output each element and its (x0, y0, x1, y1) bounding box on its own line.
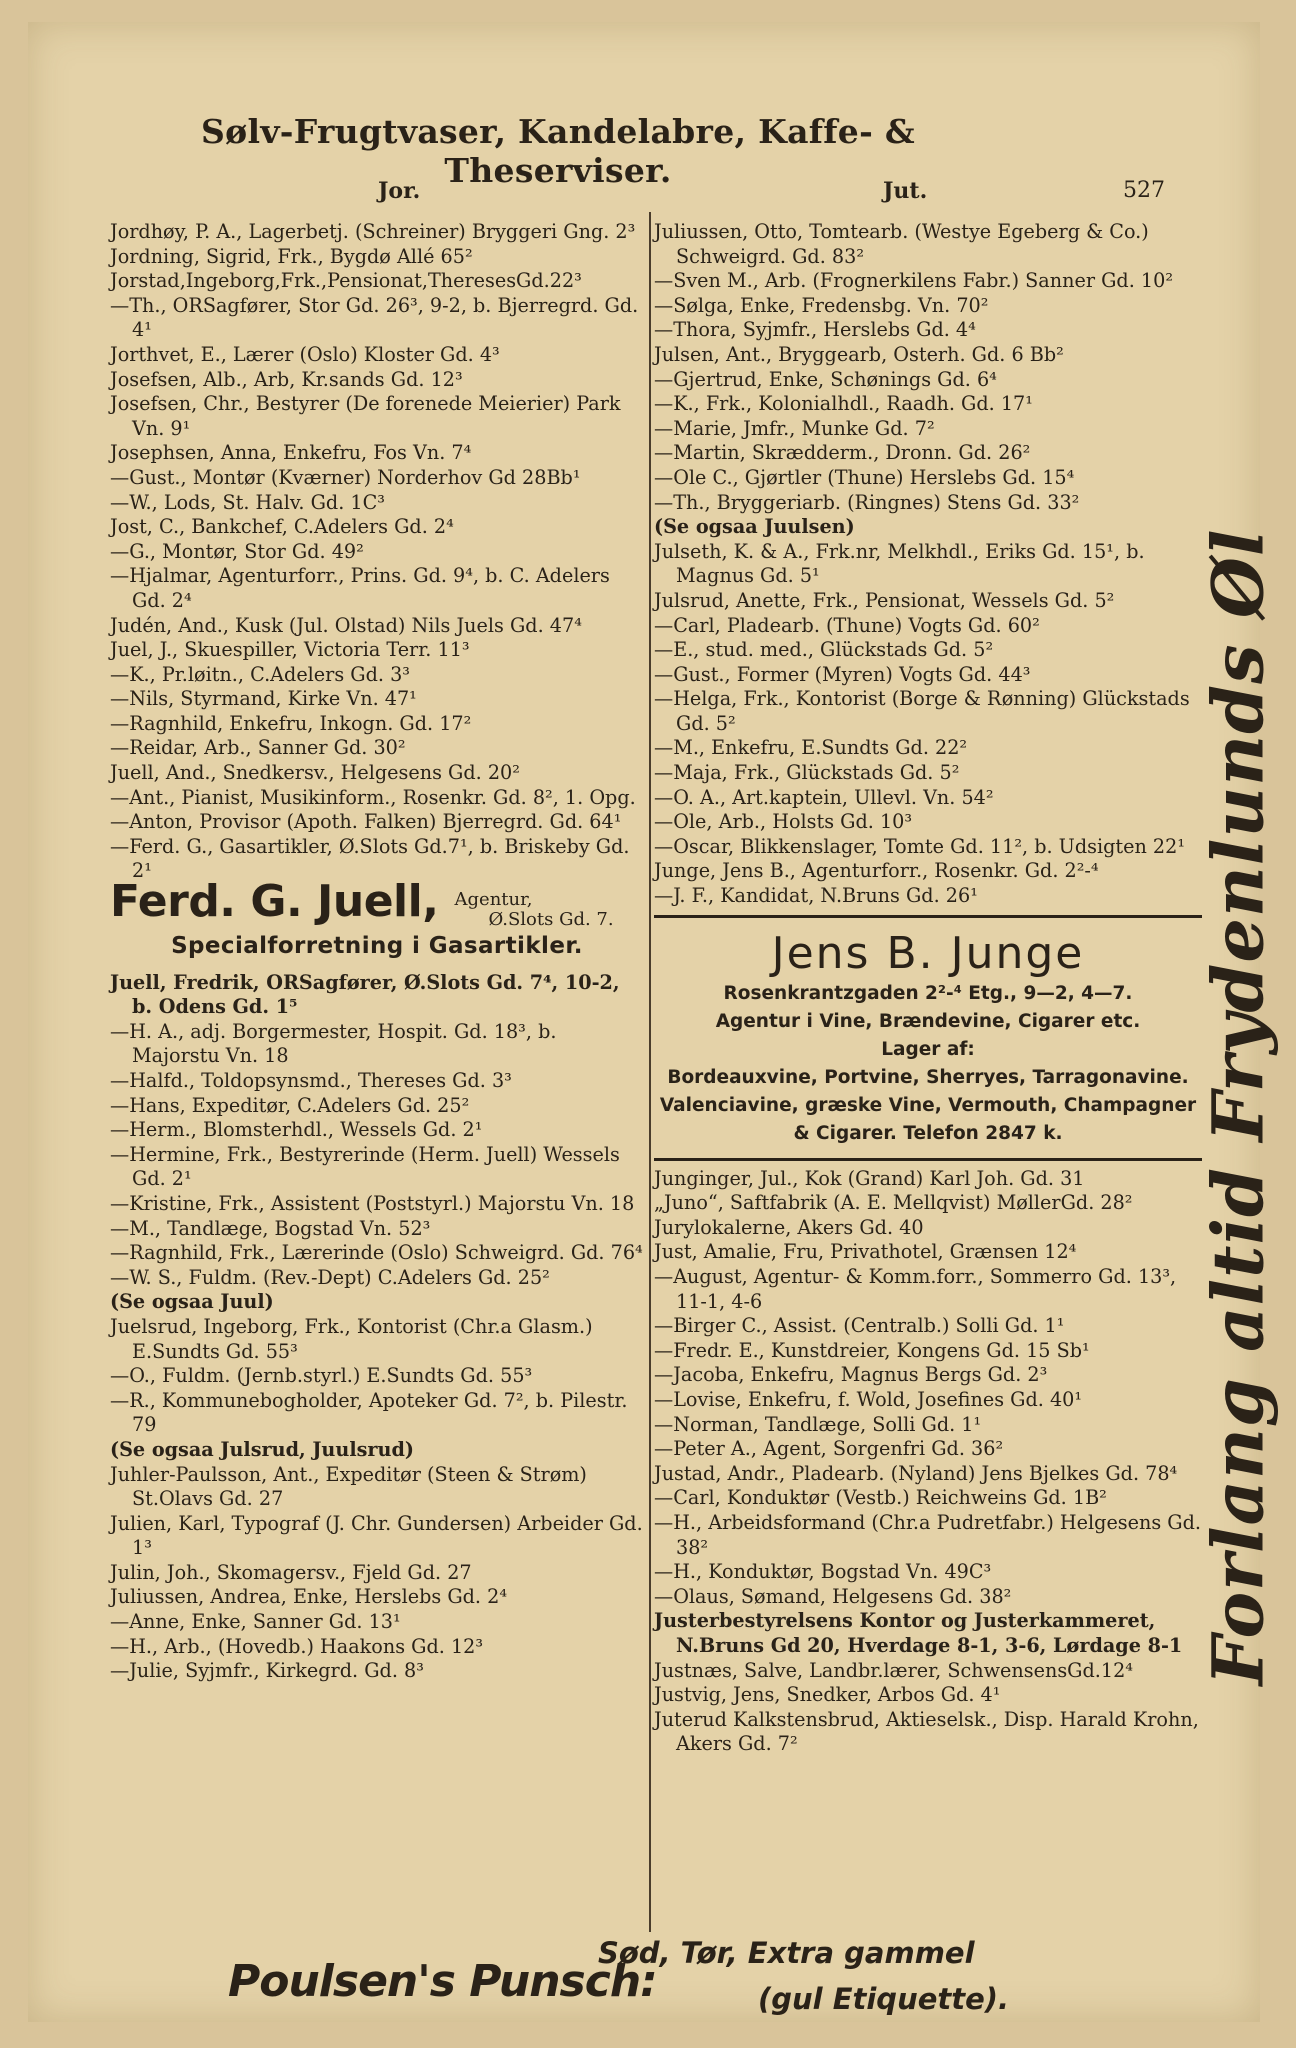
footer-advertisement (228, 1934, 1128, 2034)
directory-entry: —August, Agentur- & Komm.forr., Sommerro Gd. 13³, 11-1, 4-6 (654, 1265, 1177, 1313)
directory-entry: —Hermine, Frk., Bestyrerinde (Herm. Juell) Wessels Gd. 2¹ (110, 1142, 620, 1191)
directory-entry: —Oscar, Blikkenslager, Tomte Gd. 11², b. Udsigten 22¹ (654, 834, 1186, 858)
directory-entry: Juelsrud, Ingeborg, Frk., Kontorist (Chr.a Glasm.) E.Sundts Gd. 55³ (110, 1314, 593, 1363)
directory-entry: —Anton, Provisor (Apoth. Falken) Bjerregrd. Gd. 64¹ (110, 810, 622, 834)
column-divider (649, 212, 651, 1932)
ad-rule-bottom (654, 1158, 1202, 1161)
directory-entry: —Hjalmar, Agenturforr., Prins. Gd. 9⁴, b. C. Adelers Gd. 2⁴ (110, 564, 610, 612)
directory-entry: Judén, And., Kusk (Jul. Olstad) Nils Juels Gd. 47⁴ (110, 613, 582, 637)
directory-entry: „Juno“, Saftfabrik (A. E. Mellqvist) MøllerGd. 28² (654, 1191, 1133, 1215)
directory-entry: Juell, And., Snedkersv., Helgesens Gd. 20² (110, 761, 520, 785)
directory-entry: —W. S., Fuldm. (Rev.-Dept) C.Adelers Gd. 25² (110, 1265, 550, 1289)
directory-entry: —Gust., Montør (Kværner) Norderhov Gd 28Bb¹ (110, 465, 581, 489)
directory-entry: Jordning, Sigrid, Frk., Bygdø Allé 65² (110, 244, 473, 268)
directory-entry: Justnæs, Salve, Landbr.lærer, SchwensensGd.12⁴ (654, 1658, 1133, 1682)
directory-entry: —G., Montør, Stor Gd. 49² (110, 539, 364, 563)
ad-ferd-g-juell (110, 876, 644, 960)
directory-entry: Josefsen, Chr., Bestyrer (De forenede Meierier) Park Vn. 9¹ (110, 392, 621, 440)
directory-entry: —J. F., Kandidat, N.Bruns Gd. 26¹ (654, 884, 978, 908)
ad-juell-side (455, 890, 614, 930)
ad-junge-line3: Lager af: (881, 1038, 975, 1060)
directory-entry: Jurylokalerne, Akers Gd. 40 (654, 1215, 924, 1239)
ad-junge-line4: Bordeauxvine, Portvine, Sherryes, Tarragonavine. (667, 1066, 1189, 1088)
footer-tagline-1: Sød, Tør, Extra gammel (598, 1936, 975, 1970)
vertical-ad-text: Forlang altid Frydenlunds Øl (1196, 528, 1280, 1686)
directory-entry: Juliussen, Otto, Tomtearb. (Westye Egeberg & Co.) Schweigrd. Gd. 83² (654, 220, 1149, 268)
directory-entry: —H., Arbeidsformand (Chr.a Pudretfabr.) Helgesens Gd. 38² (654, 1510, 1202, 1559)
directory-entry: —K., Frk., Kolonialhdl., Raadh. Gd. 17¹ (654, 392, 1033, 416)
directory-entry: —Lovise, Enkefru, f. Wold, Josefines Gd. 40¹ (654, 1387, 1083, 1411)
directory-entry: —Jacoba, Enkefru, Magnus Bergs Gd. 2³ (654, 1363, 1048, 1387)
directory-entry: Julin, Joh., Skomagersv., Fjeld Gd. 27 (110, 1560, 472, 1584)
directory-entry: —Thora, Syjmfr., Herslebs Gd. 4⁴ (654, 318, 976, 342)
directory-entry: —W., Lods, St. Halv. Gd. 1C³ (110, 490, 385, 514)
directory-entry: Josephsen, Anna, Enkefru, Fos Vn. 7⁴ (110, 441, 472, 465)
directory-entry: Josefsen, Alb., Arb, Kr.sands Gd. 12³ (110, 367, 463, 391)
guide-word-right: Jut. (883, 178, 928, 204)
directory-entry: —Olaus, Sømand, Helgesens Gd. 38² (654, 1584, 1012, 1608)
ad-juell-name: Ferd. G. Juell, (110, 876, 439, 928)
directory-entry: —Marie, Jmfr., Munke Gd. 7² (654, 416, 935, 440)
left-entries-top (110, 220, 644, 884)
header-advertisement: Sølv-Frugtvaser, Kandelabre, Kaffe- & Theserviser. (201, 112, 915, 190)
directory-entry: —M., Tandlæge, Bogstad Vn. 52³ (110, 1216, 431, 1240)
directory-entry: —O. A., Art.kaptein, Ullevl. Vn. 54² (654, 785, 994, 809)
directory-entry: —H. A., adj. Borgermester, Hospit. Gd. 18³, b. Majorstu Vn. 18 (110, 1019, 557, 1068)
directory-entry: —Th., ORSagfører, Stor Gd. 26³, 9-2, b. Bjerregrd. Gd. 4¹ (110, 293, 639, 342)
directory-entry: —O., Fuldm. (Jernb.styrl.) E.Sundts Gd. 55³ (110, 1364, 533, 1388)
ad-junge-line2: Agentur i Vine, Brændevine, Cigarer etc. (715, 1010, 1141, 1032)
ad-juell-agentur: Agentur, (454, 889, 533, 911)
ad-juell-address: Ø.Slots Gd. 7. (488, 909, 614, 931)
page-number: 527 (1123, 178, 1165, 203)
directory-entry: Juhler-Paulsson, Ant., Expeditør (Steen & Strøm) St.Olavs Gd. 27 (110, 1462, 587, 1511)
directory-entry: —Sølga, Enke, Fredensbg. Vn. 70² (654, 293, 989, 317)
directory-entry: —M., Enkefru, E.Sundts Gd. 22² (654, 736, 968, 760)
directory-entry: —Ragnhild, Frk., Lærerinde (Oslo) Schweigrd. Gd. 76⁴ (110, 1241, 643, 1265)
directory-entry: —Nils, Styrmand, Kirke Vn. 47¹ (110, 687, 417, 711)
directory-entry: —Ole, Arb., Holsts Gd. 10³ (654, 810, 913, 834)
directory-entry: —Peter A., Agent, Sorgenfri Gd. 36² (654, 1437, 1004, 1461)
directory-entry: Julsrud, Anette, Frk., Pensionat, Wessels Gd. 5² (654, 588, 1115, 612)
directory-entry: Juterud Kalkstensbrud, Aktieselsk., Disp. Harald Krohn, Akers Gd. 7² (654, 1707, 1199, 1756)
directory-entry: —Th., Bryggeriarb. (Ringnes) Stens Gd. 33² (654, 490, 1080, 514)
directory-entry: —R., Kommunebogholder, Apoteker Gd. 7², b. Pilestr. 79 (110, 1388, 628, 1437)
directory-entry: —Halfd., Toldopsynsmd., Thereses Gd. 3³ (110, 1069, 512, 1092)
directory-entry: Justerbestyrelsens Kontor og Justerkammeret, N.Bruns Gd 20, Hverdage 8-1, 3-6, Lørdage 8-1 (654, 1609, 1183, 1657)
directory-entry: —Reidar, Arb., Sanner Gd. 30² (110, 736, 406, 760)
directory-entry: Julseth, K. & A., Frk.nr, Melkhdl., Eriks Gd. 15¹, b. Magnus Gd. 5¹ (654, 539, 1145, 588)
directory-entry: Juliussen, Andrea, Enke, Herslebs Gd. 2⁴ (110, 1585, 508, 1609)
directory-entry: Juell, Fredrik, ORSagfører, Ø.Slots Gd. 7⁴, 10-2, b. Odens Gd. 1⁵ (110, 970, 620, 1019)
directory-entry: —E., stud. med., Glückstads Gd. 5² (654, 638, 994, 662)
directory-entry: —Norman, Tandlæge, Solli Gd. 1¹ (654, 1412, 982, 1436)
directory-entry: —Kristine, Frk., Assistent (Poststyrl.) Majorstu Vn. 18 (110, 1191, 635, 1215)
directory-entry: —Sven M., Arb. (Frognerkilens Fabr.) Sanner Gd. 10² (654, 269, 1174, 293)
directory-entry: —Julie, Syjmfr., Kirkegrd. Gd. 8³ (110, 1659, 424, 1683)
ad-junge-name: Jens B. Junge (771, 927, 1085, 979)
footer-tagline-2: (gul Etiquette). (758, 1982, 1010, 2016)
directory-entry: —K., Pr.løitn., C.Adelers Gd. 3³ (110, 662, 410, 686)
directory-entry: Jordhøy, P. A., Lagerbetj. (Schreiner) Bryggeri Gng. 2³ (110, 220, 636, 243)
directory-entry: —H., Konduktør, Bogstad Vn. 49C³ (654, 1560, 992, 1584)
right-column (654, 220, 1202, 1757)
directory-entry: (Se ogsaa Juulsen) (654, 515, 855, 539)
footer-brand: Poulsen's Punsch: (228, 1956, 657, 2007)
directory-entry: Justvig, Jens, Snedker, Arbos Gd. 4¹ (654, 1683, 1001, 1707)
directory-entry: —Birger C., Assist. (Centralb.) Solli Gd. 1¹ (654, 1314, 1065, 1338)
directory-entry: —Fredr. E., Kunstdreier, Kongens Gd. 15 Sb¹ (654, 1338, 1090, 1362)
directory-entry: Julien, Karl, Typograf (J. Chr. Gundersen) Arbeider Gd. 1³ (110, 1511, 643, 1560)
right-entries-bottom (654, 1167, 1202, 1757)
directory-entry: Junge, Jens B., Agenturforr., Rosenkr. Gd. 2²-⁴ (654, 859, 1099, 883)
directory-entry: —Ferd. G., Gasartikler, Ø.Slots Gd.7¹, b. Briskeby Gd. 2¹ (110, 834, 630, 883)
directory-entry: Justad, Andr., Pladearb. (Nyland) Jens Bjelkes Gd. 78⁴ (654, 1461, 1178, 1485)
directory-entry: —Ant., Pianist, Musikinform., Rosenkr. Gd. 8², 1. Opg. (110, 785, 636, 809)
directory-entry: Jorstad,Ingeborg,Frk.,Pensionat,TheresesGd.22³ (110, 269, 582, 293)
ad-rule-top (654, 915, 1202, 918)
directory-entry: —Hans, Expeditør, C.Adelers Gd. 25² (110, 1093, 470, 1117)
directory-entry: —Anne, Enke, Sanner Gd. 13¹ (110, 1610, 401, 1634)
left-entries-bottom (110, 971, 644, 1684)
left-column (110, 220, 644, 1684)
ad-junge-line5: Valenciavine, græske Vine, Vermouth, Champagner & Cigarer. Telefon 2847 k. (659, 1094, 1197, 1144)
right-entries-top (654, 220, 1202, 909)
guide-word-left: Jor. (378, 178, 421, 204)
directory-entry: —Ragnhild, Enkefru, Inkogn. Gd. 17² (110, 711, 472, 735)
directory-entry: —H., Arb., (Hovedb.) Haakons Gd. 12³ (110, 1634, 484, 1658)
directory-entry: Jost, C., Bankchef, C.Adelers Gd. 2⁴ (110, 515, 454, 539)
ad-jens-b-junge (654, 928, 1202, 1148)
ad-junge-line1: Rosenkrantzgaden 2²-⁴ Etg., 9—2, 4—7. (723, 982, 1133, 1004)
vertical-advertisement (1178, 528, 1296, 1686)
directory-entry: —Gust., Former (Myren) Vogts Gd. 44³ (654, 662, 1031, 686)
directory-entry: Just, Amalie, Fru, Privathotel, Grænsen 12⁴ (654, 1240, 1077, 1264)
directory-entry: Junginger, Jul., Kok (Grand) Karl Joh. Gd. 31 (654, 1166, 1085, 1190)
directory-entry: —Gjertrud, Enke, Schønings Gd. 6⁴ (654, 367, 997, 391)
ad-juell-subtitle: Specialforretning i Gasartikler. (171, 933, 583, 960)
directory-entry: Julsen, Ant., Bryggearb, Osterh. Gd. 6 Bb² (654, 342, 1064, 366)
directory-page (28, 22, 1280, 2022)
directory-entry: Juel, J., Skuespiller, Victoria Terr. 11³ (110, 638, 470, 662)
directory-entry: —Martin, Skrædderm., Dronn. Gd. 26² (654, 441, 1031, 465)
directory-entry: —Helga, Frk., Kontorist (Borge & Rønning) Glückstads Gd. 5² (654, 687, 1190, 735)
directory-entry: —Carl, Pladearb. (Thune) Vogts Gd. 60² (654, 613, 1040, 637)
directory-entry: Jorthvet, E., Lærer (Oslo) Kloster Gd. 4³ (110, 342, 500, 366)
directory-entry: —Carl, Konduktør (Vestb.) Reichweins Gd. 1B² (654, 1486, 1107, 1510)
directory-entry: —Herm., Blomsterhdl., Wessels Gd. 2¹ (110, 1118, 483, 1142)
directory-entry: (Se ogsaa Juul) (110, 1290, 274, 1314)
directory-entry: —Ole C., Gjørtler (Thune) Herslebs Gd. 15⁴ (654, 465, 1075, 489)
directory-entry: (Se ogsaa Julsrud, Juulsrud) (110, 1437, 414, 1461)
directory-entry: —Maja, Frk., Glückstads Gd. 5² (654, 761, 960, 785)
